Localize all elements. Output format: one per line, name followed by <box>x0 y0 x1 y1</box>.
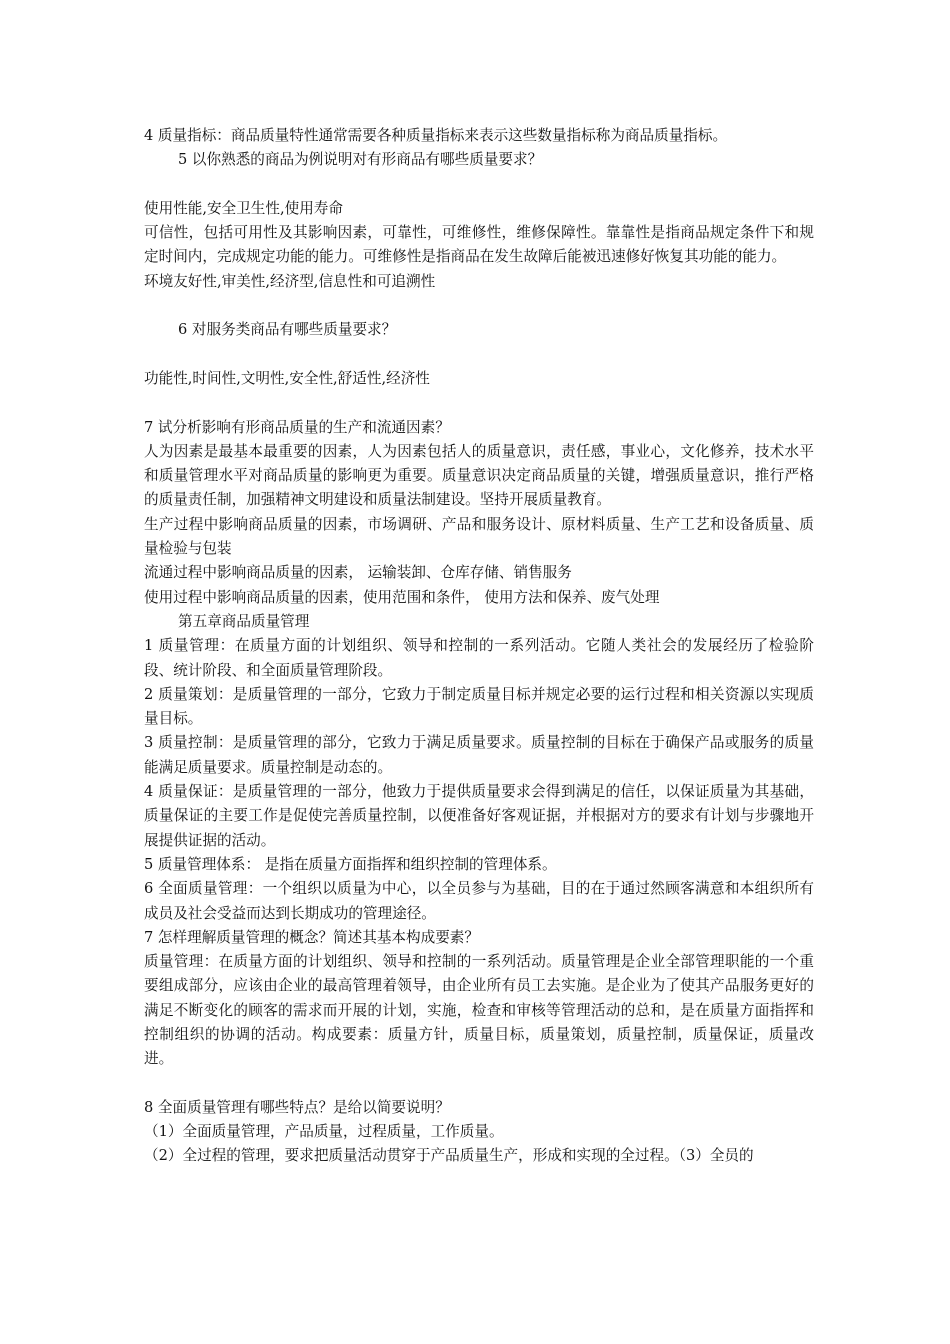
paragraph: 生产过程中影响商品质量的因素，市场调研、产品和服务设计、原材料质量、生产工艺和设备质量、质量检验与包装 <box>144 515 814 558</box>
question-heading: 7 怎样理解质量管理的概念？简述其基本构成要素？ <box>144 928 479 946</box>
blank-line <box>144 294 814 318</box>
paragraph: 4 质量指标：商品质量特性通常需要各种质量指标来表示这些数量指标称为商品质量指标。 <box>144 127 728 144</box>
chapter-heading: 第五章商品质量管理 <box>178 612 310 630</box>
paragraph: 4 质量保证：是质量管理的一部分，他致力于提供质量要求会得到满足的信任，以保证质量为其基础，质量保证的主要工作是促使完善质量控制，以便准备好客观证据，并根据对方的要求有计划与步骤地开展提供证据的活动。 <box>144 783 814 849</box>
paragraph: 1 质量管理：在质量方面的计划组织、领导和控制的一系列活动。它随人类社会的发展经历了检验阶段、统计阶段、和全面质量管理阶段。 <box>144 637 814 679</box>
blank-line <box>144 1072 814 1096</box>
blank-line <box>144 343 814 367</box>
question-heading: 8 全面质量管理有哪些特点？是给以简要说明？ <box>144 1098 450 1116</box>
paragraph: 质量管理：在质量方面的计划组织、领导和控制的一系列活动。质量管理是企业全部管理职能的一个重要组成部分，应该由企业的最高管理着领导，由企业所有员工去实施。是企业为了使其产品服务更好的满足不断变化的顾客的需求而开展的计划，实施，检查和审核等管理活动的总和，是在质量方面指挥和控制组织的协调的活动。构成要素：质量方针，质量目标，质量策划，质量控制，质量保证，质量改进。 <box>144 953 814 1068</box>
blank-line <box>144 173 814 197</box>
paragraph: 环境友好性,审美性,经济型,信息性和可追溯性 <box>144 272 436 290</box>
document-page <box>144 124 814 1169</box>
question-heading: 6 对服务类商品有哪些质量要求？ <box>178 321 397 339</box>
paragraph: （2）全过程的管理，要求把质量活动贯穿于产品质量生产，形成和实现的全过程。（3）全员的 <box>144 1147 754 1165</box>
paragraph: 功能性,时间性,文明性,安全性,舒适性,经济性 <box>144 369 430 387</box>
paragraph: 流通过程中影响商品质量的因素， 运输装卸、仓库存储、销售服务 <box>144 564 572 582</box>
paragraph: 使用过程中影响商品质量的因素，使用范围和条件， 使用方法和保养、废气处理 <box>144 588 660 606</box>
paragraph: 使用性能,安全卫生性,使用寿命 <box>144 199 343 217</box>
paragraph: 人为因素是最基本最重要的因素，人为因素包括人的质量意识，责任感，事业心，文化修养，技术水平和质量管理水平对商品质量的影响更为重要。质量意识决定商品质量的关键，增强质量意识，推行严格的质量责任制，加强精神文明建设和质量法制建设。坚持开展质量教育。 <box>144 442 814 509</box>
paragraph: 可信性，包括可用性及其影响因素，可靠性，可维修性，维修保障性。靠靠性是指商品规定条件下和规定时间内，完成规定功能的能力。可维修性是指商品在发生故障后能被迅速修好恢复其功能的能力。 <box>144 224 814 266</box>
question-heading: 5 以你熟悉的商品为例说明对有形商品有哪些质量要求？ <box>178 151 543 169</box>
paragraph: 3 质量控制：是质量管理的部分，它致力于满足质量要求。质量控制的目标在于确保产品或服务的质量能满足质量要求。质量控制是动态的。 <box>144 734 814 776</box>
paragraph: 2 质量策划：是质量管理的一部分，它致力于制定质量目标并规定必要的运行过程和相关资源以实现质量目标。 <box>144 685 814 728</box>
question-heading: 7 试分析影响有形商品质量的生产和流通因素？ <box>144 418 450 436</box>
paragraph: 6 全面质量管理：一个组织以质量为中心，以全员参与为基础，目的在于通过然顾客满意和本组织所有成员及社会受益而达到长期成功的管理途径。 <box>144 880 814 922</box>
blank-line <box>144 391 814 415</box>
paragraph: （1）全面质量管理，产品质量，过程质量，工作质量。 <box>144 1123 504 1141</box>
paragraph: 5 质量管理体系： 是指在质量方面指挥和组织控制的管理体系。 <box>144 855 557 873</box>
